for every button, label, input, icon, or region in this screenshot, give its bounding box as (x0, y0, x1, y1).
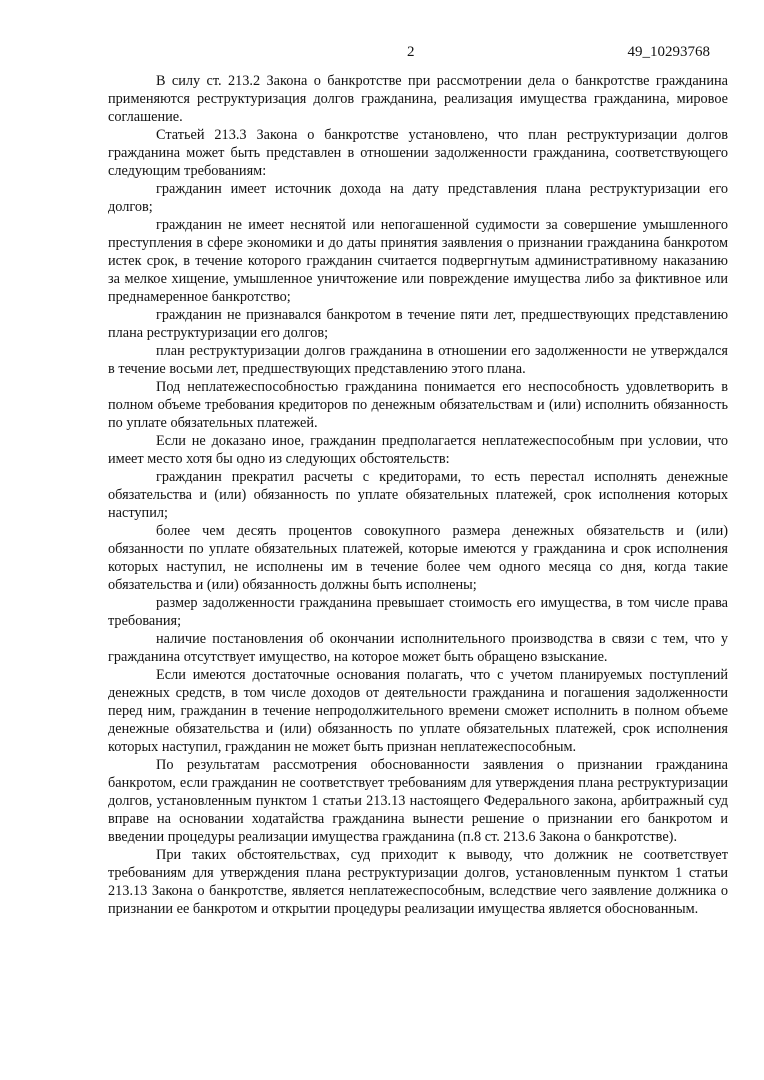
paragraph: В силу ст. 213.2 Закона о банкротстве при рассмотрении дела о банкротстве гражданина применяются реструктуризация долгов гражданина, реализация имущества гражданина, мировое соглашение. (108, 73, 728, 125)
paragraph: гражданин имеет источник дохода на дату представления плана реструктуризации его долгов; (108, 181, 728, 215)
paragraph: наличие постановления об окончании исполнительного производства в связи с тем, что у гражданина отсутствует имущество, на которое может быть обращено взыскание. (108, 631, 728, 665)
paragraph: Если имеются достаточные основания полагать, что с учетом планируемых поступлений денежных средств, в том числе доходов от деятельности гражданина и погашения задолженности перед ним, гражданин в течение непродолжительного времени сможет исполнить в полном объеме денежные обязательства и (или) обязанность по уплате обязательных платежей, срок исполнения которых наступил, гражданин не может быть признан неплатежеспособным. (108, 667, 728, 755)
page-header (0, 44, 764, 64)
paragraph: При таких обстоятельствах, суд приходит к выводу, что должник не соответствует требованиям для утверждения плана реструктуризации долгов, установленным пунктом 1 статьи 213.13 Закона о банкротстве, является неплатежеспособным, вследствие чего заявление должника о признании ее банкротом и открытии процедуры реализации имущества является обоснованным. (108, 847, 728, 917)
paragraph: Статьей 213.3 Закона о банкротстве установлено, что план реструктуризации долгов гражданина может быть представлен в отношении задолженности гражданина, соответствующего следующим требованиям: (108, 127, 728, 179)
document-body (108, 72, 728, 918)
paragraph: более чем десять процентов совокупного размера денежных обязательств и (или) обязанности по уплате обязательных платежей, которые имеются у гражданина и срок исполнения которых наступил, не исполнены им в течение более чем одного месяца со дня, когда такие обязательства и (или) обязанность должны быть исполнены; (108, 523, 728, 593)
paragraph: Под неплатежеспособностью гражданина понимается его неспособность удовлетворить в полном объеме требования кредиторов по денежным обязательствам и (или) исполнить обязанность по уплате обязательных платежей. (108, 379, 728, 431)
paragraph: план реструктуризации долгов гражданина в отношении его задолженности не утверждался в течение восьми лет, предшествующих представлению этого плана. (108, 343, 728, 377)
paragraph: гражданин не признавался банкротом в течение пяти лет, предшествующих представлению плана реструктуризации его долгов; (108, 307, 728, 341)
paragraph: гражданин прекратил расчеты с кредиторами, то есть перестал исполнять денежные обязательства и (или) обязанность по уплате обязательных платежей, срок исполнения которых наступил; (108, 469, 728, 521)
paragraph: размер задолженности гражданина превышает стоимость его имущества, в том числе права требования; (108, 595, 728, 629)
paragraph: Если не доказано иное, гражданин предполагается неплатежеспособным при условии, что имеет место хотя бы одно из следующих обстоятельств: (108, 433, 728, 467)
document-number: 49_10293768 (627, 44, 710, 60)
paragraph: По результатам рассмотрения обоснованности заявления о признании гражданина банкротом, если гражданин не соответствует требованиям для утверждения плана реструктуризации долгов, установленным пунктом 1 статьи 213.13 настоящего Федерального закона, арбитражный суд вправе на основании ходатайства гражданина вынести решение о признании его банкротом и введении процедуры реализации имущества гражданина (п.8 ст. 213.6 Закона о банкротстве). (108, 757, 728, 845)
paragraph: гражданин не имеет неснятой или непогашенной судимости за совершение умышленного преступления в сфере экономики и до даты принятия заявления о признании гражданина банкротом истек срок, в течение которого гражданин считается подвергнутым административному наказанию за мелкое хищение, умышленное уничтожение или повреждение имущества либо за фиктивное или преднамеренное банкротство; (108, 217, 728, 305)
page-number: 2 (407, 44, 415, 60)
